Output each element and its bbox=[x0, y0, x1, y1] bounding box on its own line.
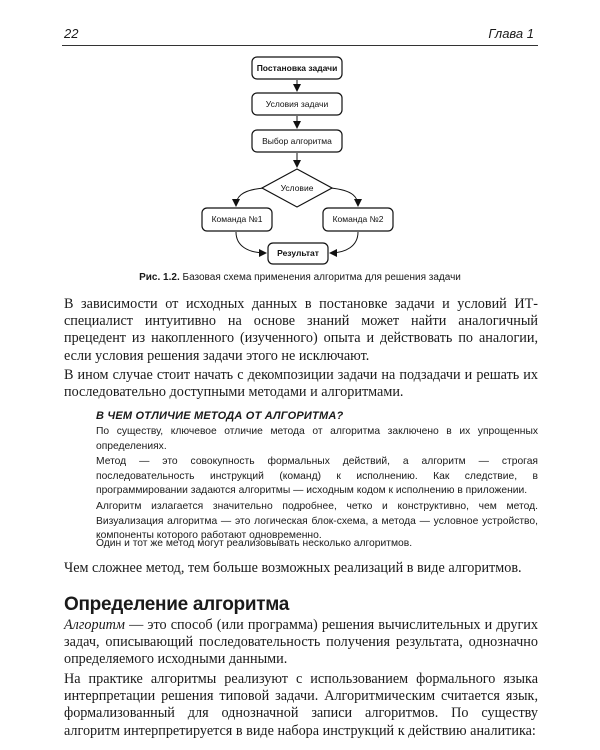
chapter-title: Глава 1 bbox=[488, 26, 534, 41]
sidebar-paragraph-1: По существу, ключевое отличие метода от алгоритма заключено в их упрощенных определениях. bbox=[96, 426, 538, 452]
sidebar-paragraph-3: Алгоритм излагается значительно подробнее, четко и конструктивно, чем метод. Визуализация алгоритма — это логическая блок-схема, а метода — условное устройство, компоненты которого работают одновременно. bbox=[96, 501, 538, 542]
edge-decision-cmd2 bbox=[330, 188, 358, 206]
paragraph-3: Чем сложнее метод, тем больше возможных реализаций в виде алгоритмов. bbox=[64, 560, 522, 576]
caption-label: Рис. 1.2. bbox=[139, 272, 180, 283]
edge-decision-cmd1 bbox=[236, 188, 264, 206]
paragraph-4-text: — это способ (или программа) решения вычислительных и других задач, описывающий последовательность получения результата, однозначно определяемого исходными данными. bbox=[64, 617, 538, 668]
sidebar-paragraph-2: Метод — это совокупность формальных действий, а алгоритм — строгая последовательность инструкций (команд) к исполнению. Как следствие, в программировании задаются алгоритмы — исходным кодом к исполнению в приложении. bbox=[96, 456, 538, 497]
flowchart bbox=[0, 0, 600, 275]
sidebar-paragraph-4: Один и тот же метод могут реализовывать несколько алгоритмов. bbox=[96, 538, 413, 549]
label-start: Постановка задачи bbox=[256, 63, 338, 73]
paragraph-1: В зависимости от исходных данных в постановке задачи и условий ИТ-специалист интуитивно на основе знаний может найти аналогичный прецедент из накопленного (изученного) опыта и действовать по аналогии, если условия решения задачи этого не исключают. bbox=[64, 296, 538, 364]
edge-cmd1-result bbox=[236, 232, 266, 253]
sidebar-title: В ЧЕМ ОТЛИЧИЕ МЕТОДА ОТ АЛГОРИТМА? bbox=[96, 410, 344, 422]
label-cmd1: Команда №1 bbox=[211, 214, 263, 224]
paragraph-2: В ином случае стоит начать с декомпозиции задачи на подзадачи и решать их последовательно доступными методами и алгоритмами. bbox=[64, 367, 538, 401]
paragraph-5: На практике алгоритмы реализуют с использованием формального языка интерпретации решения типовой задачи. Алгоритмическим считается язык, формализованный для однозначной записи алгоритмов. По существу алгоритм интерпретируется в виде набора инструкций к действию аналитика: bbox=[64, 671, 538, 739]
label-decision: Условие bbox=[280, 183, 314, 193]
figure-caption bbox=[62, 272, 538, 283]
caption-text: Базовая схема применения алгоритма для решения задачи bbox=[179, 272, 461, 283]
paragraph-4 bbox=[64, 617, 538, 669]
label-cmd2: Команда №2 bbox=[332, 214, 384, 224]
label-choice: Выбор алгоритма bbox=[262, 136, 332, 146]
label-result: Результат bbox=[277, 248, 319, 258]
term-algorithm: Алгоритм bbox=[64, 617, 125, 633]
page-number: 22 bbox=[64, 26, 79, 41]
label-conditions: Условия задачи bbox=[265, 99, 329, 109]
section-heading: Определение алгоритма bbox=[64, 594, 290, 615]
edge-cmd2-result bbox=[330, 232, 358, 253]
